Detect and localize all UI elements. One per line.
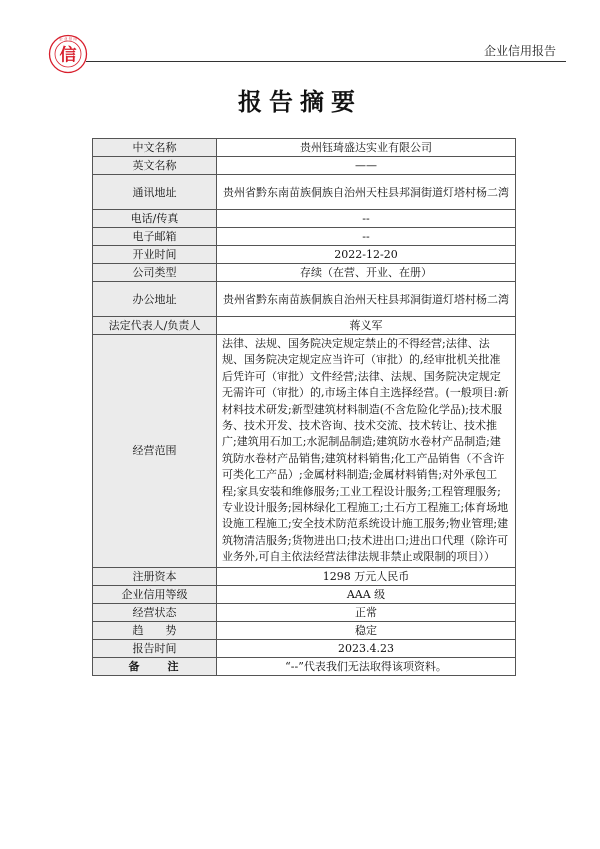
row-label: 开业时间 (93, 246, 217, 264)
row-label: 注册资本 (93, 567, 217, 585)
company-logo (48, 34, 88, 74)
table-row (93, 246, 516, 264)
row-value: 2023.4.23 (217, 639, 516, 657)
row-label: 公司类型 (93, 264, 217, 282)
row-value: 贵州省黔东南苗族侗族自治州天柱县邦洞街道灯塔村杨二湾 (217, 282, 516, 317)
row-label: 通讯地址 (93, 175, 217, 210)
table-row (93, 210, 516, 228)
row-value: 贵州省黔东南苗族侗族自治州天柱县邦洞街道灯塔村杨二湾 (217, 175, 516, 210)
logo-char: 信 (59, 45, 77, 66)
table-row (93, 603, 516, 621)
table-row (93, 657, 516, 675)
row-label: 电话/传真 (93, 210, 217, 228)
row-label: 电子邮箱 (93, 228, 217, 246)
row-value: 2022-12-20 (217, 246, 516, 264)
summary-table (92, 138, 516, 676)
row-label: 备 注 (93, 657, 217, 675)
table-row (93, 335, 516, 568)
row-value: 正常 (217, 603, 516, 621)
row-label: 中文名称 (93, 139, 217, 157)
row-value: 稳定 (217, 621, 516, 639)
table-row (93, 282, 516, 317)
header-title: 企业信用报告 (483, 44, 556, 58)
row-value: —— (217, 157, 516, 175)
row-label: 经营状态 (93, 603, 217, 621)
business-scope: 法律、法规、国务院决定规定禁止的不得经营;法律、法规、国务院决定规定应当许可（审批）的,经审批机关批准后凭许可（审批）文件经营;法律、法规、国务院决定规定无需许可（审批）的,市场主体自主选择经营。(一般项目:新材料技术研发;新型建筑材料制造(不含危险化学品);技术服务、技术开发、技术咨询、技术交流、技术转让、技术推广;建筑用石加工;水泥制品制造;建筑防水卷材产品制造;建筑防水卷材产品销售;建筑材料销售;化工产品销售（不含许可类化工产品）;金属材料制造;金属材料销售;对外承包工程;家具安装和维修服务;工业工程设计服务;工程管理服务;专业设计服务;园林绿化工程施工;土石方工程施工;体育场地设施工程施工;安全技术防范系统设计施工服务;物业管理;建筑物清洁服务;货物进出口;技术进出口;进出口代理（除许可业务外,可自主依法经营法律法规非禁止或限制的项目）） (217, 335, 516, 568)
row-value: “--”代表我们无法取得该项资料。 (217, 657, 516, 675)
table-row (93, 585, 516, 603)
row-value: -- (217, 210, 516, 228)
row-value: 存续（在营、开业、在册） (217, 264, 516, 282)
row-label: 企业信用等级 (93, 585, 217, 603)
table-row (93, 639, 516, 657)
table-row (93, 157, 516, 175)
table-row (93, 228, 516, 246)
row-label: 经营范围 (93, 335, 217, 568)
row-value: 贵州钰琦盛达实业有限公司 (217, 139, 516, 157)
table-row (93, 139, 516, 157)
row-value: -- (217, 228, 516, 246)
page-title: 报告摘要 (238, 88, 362, 116)
table-row (93, 317, 516, 335)
row-label: 办公地址 (93, 282, 217, 317)
row-value: 1298 万元人民币 (217, 567, 516, 585)
row-value: 蒋义军 (217, 317, 516, 335)
logo-text: 企 业 信 用 (59, 36, 77, 41)
row-value: AAA 级 (217, 585, 516, 603)
table-row (93, 175, 516, 210)
row-label: 趋 势 (93, 621, 217, 639)
row-label: 法定代表人/负责人 (93, 317, 217, 335)
row-label: 英文名称 (93, 157, 217, 175)
table-row (93, 567, 516, 585)
table-row (93, 621, 516, 639)
header-divider (86, 61, 566, 62)
table-row (93, 264, 516, 282)
row-label: 报告时间 (93, 639, 217, 657)
